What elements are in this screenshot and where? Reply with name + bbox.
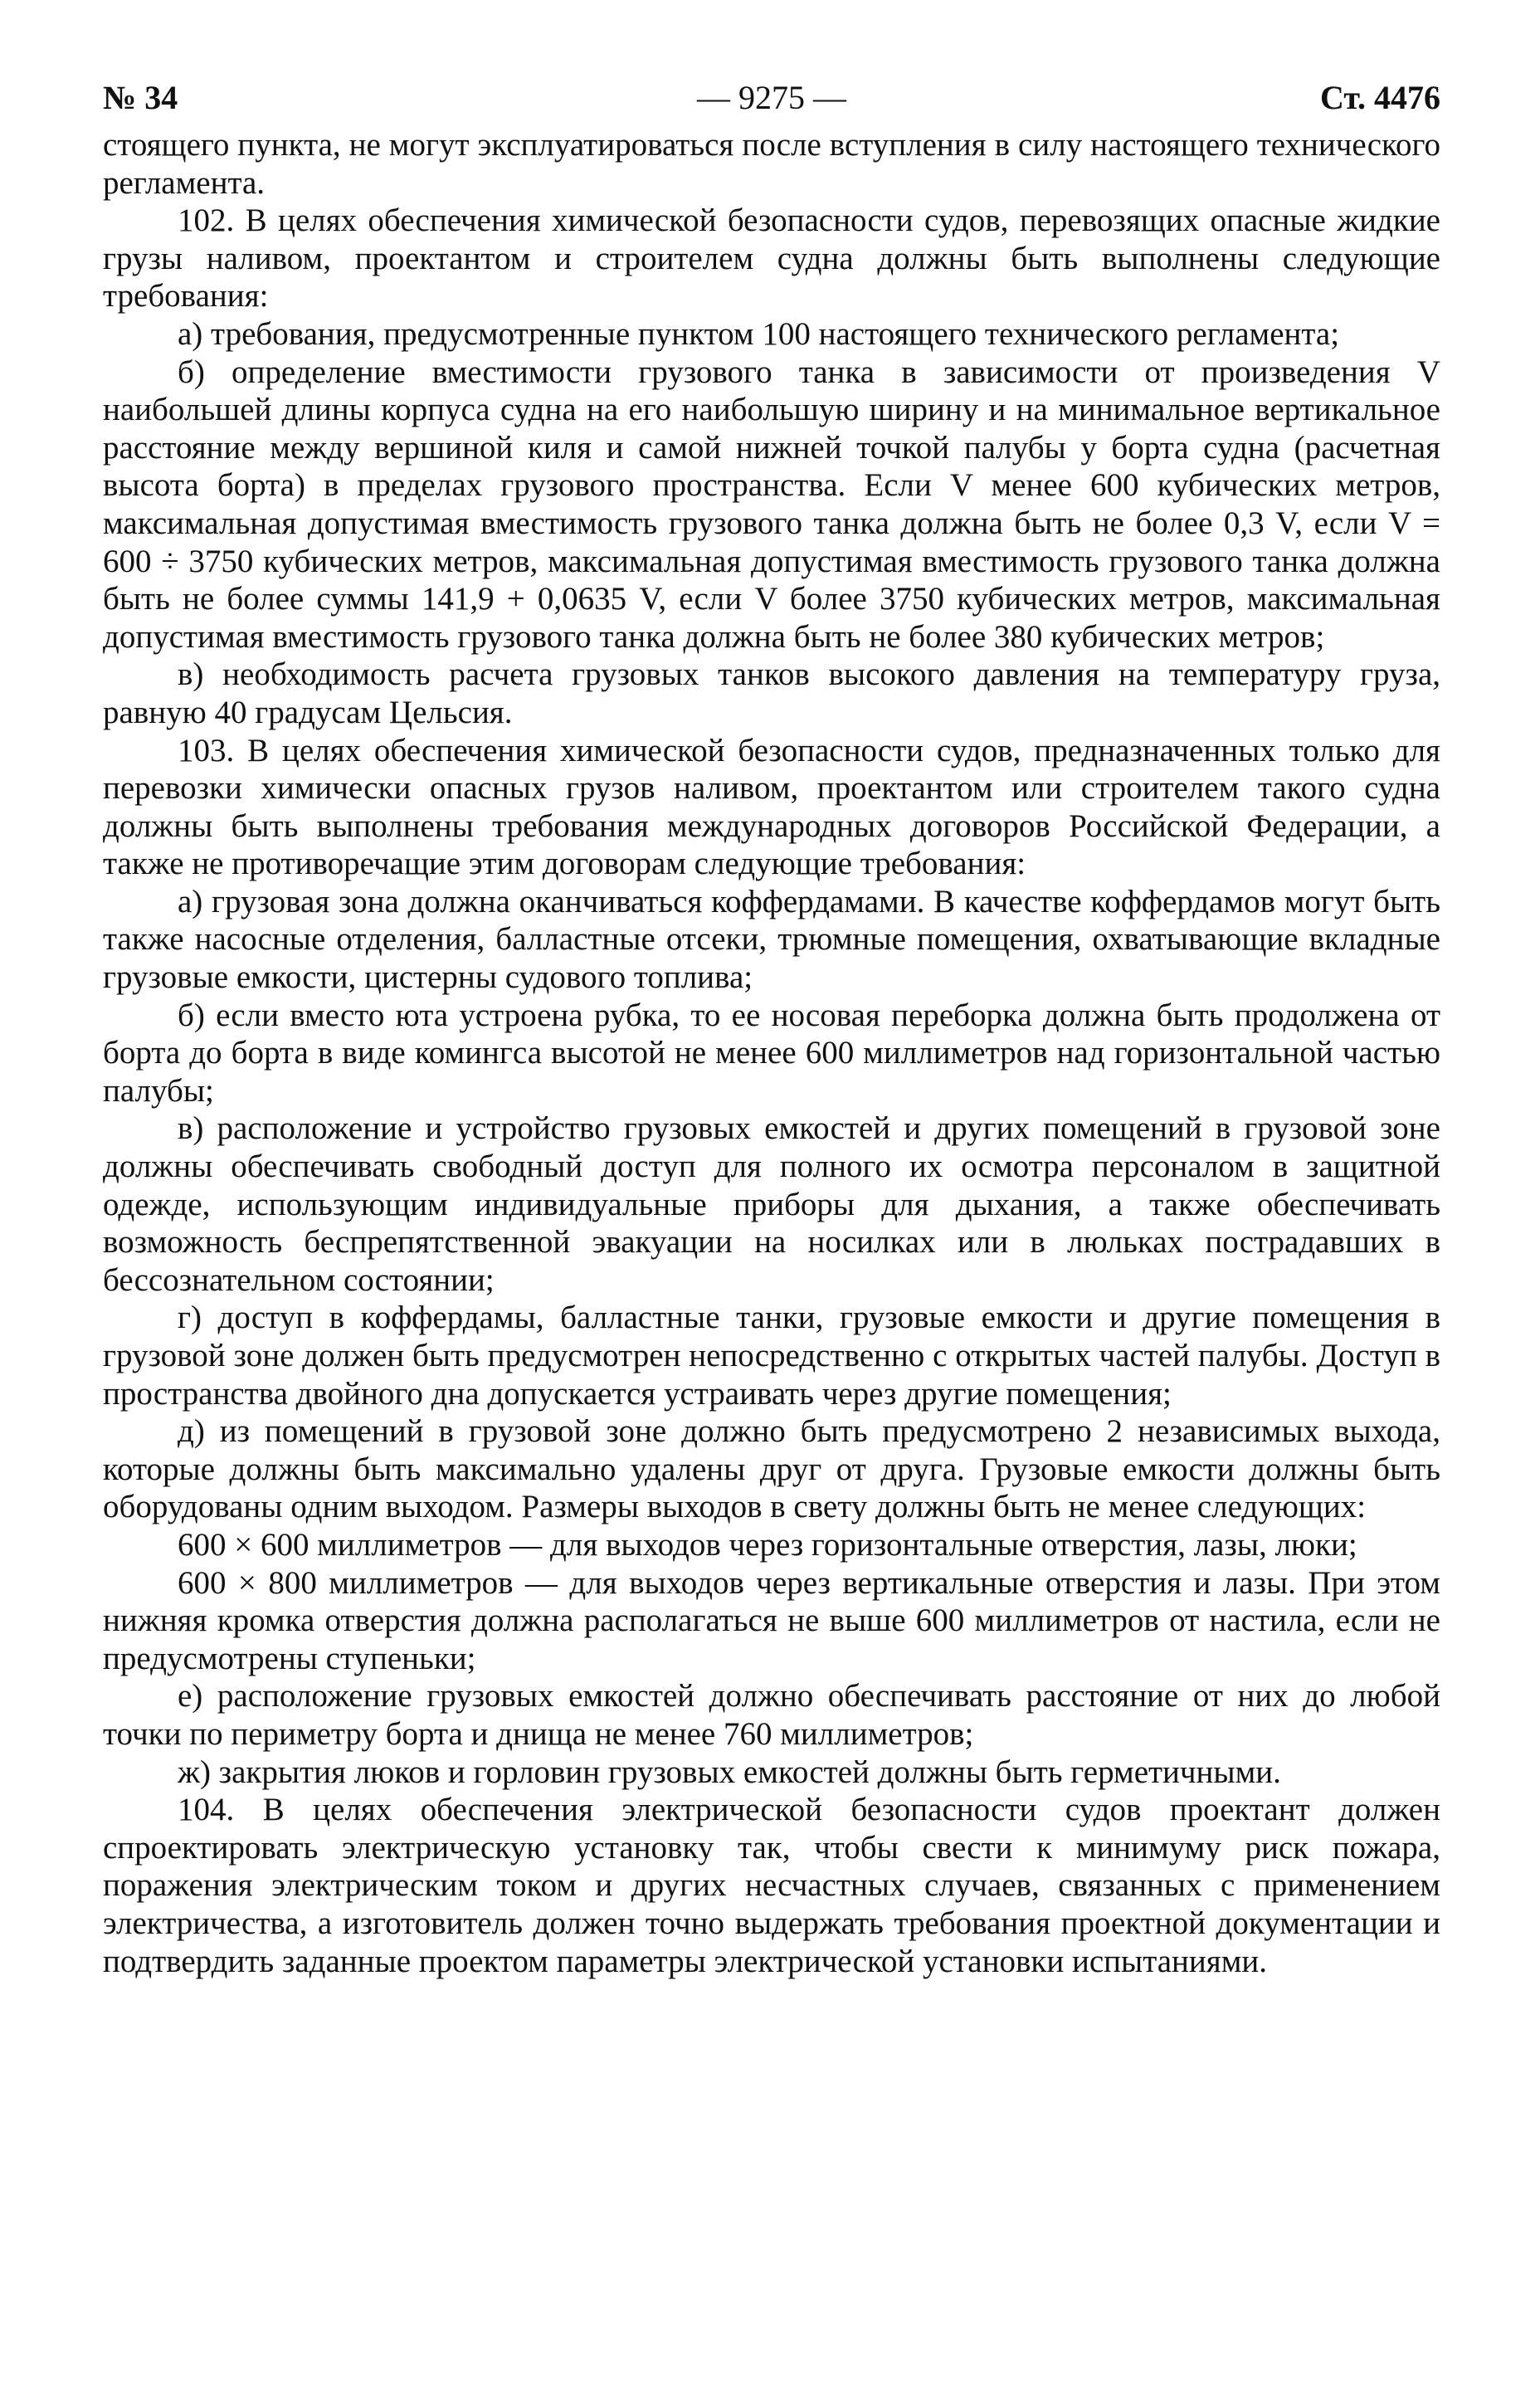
paragraph-102: 102. В целях обеспечения химической безопасности судов, перевозящих опасные жидкие грузы наливом, проектантом и строителем судна должны быть выполнены следующие требования: <box>103 202 1440 315</box>
document-page <box>103 76 1440 1980</box>
paragraph-103-g: г) доступ в коффердамы, балластные танки, грузовые емкости и другие помещения в грузовой зоне должен быть предусмотрен непосредственно с открытых частей палубы. Доступ в пространства двойного дна допускается устраивать через другие помещения; <box>103 1300 1440 1412</box>
paragraph-103-b: б) если вместо юта устроена рубка, то ее носовая переборка должна быть продолжена от борта до борта в виде комингса высотой не менее 600 миллиметров над горизонтальной частью палубы; <box>103 997 1440 1109</box>
paragraph-103-d-size-1: 600 × 600 миллиметров — для выходов через горизонтальные отверстия, лазы, люки; <box>178 1526 1357 1563</box>
page-header <box>103 76 1440 120</box>
paragraph-continuation: стоящего пункта, не могут эксплуатироваться после вступления в силу настоящего технического регламента. <box>103 127 1440 201</box>
article-number: Ст. 4476 <box>1320 79 1440 116</box>
paragraph-102-v: в) необходимость расчета грузовых танков высокого давления на температуру груза, равную 40 градусам Цельсия. <box>103 656 1440 730</box>
paragraph-102-a: а) требования, предусмотренные пунктом 100 настоящего технического регламента; <box>178 315 1340 352</box>
paragraph-103-zh: ж) закрытия люков и горловин грузовых емкостей должны быть герметичными. <box>178 1754 1281 1790</box>
paragraph-103-v: в) расположение и устройство грузовых емкостей и других помещений в грузовой зоне должны обеспечивать свободный доступ для полного их осмотра персоналом в защитной одежде, использующим индивидуальные приборы для дыхания, а также обеспечивать возможность беспрепятственной эвакуации на носилках или в люльках пострадавших в бессознательном состоянии; <box>103 1110 1440 1298</box>
paragraph-103: 103. В целях обеспечения химической безопасности судов, предназначенных только для перевозки химически опасных грузов наливом, проектантом или строителем такого судна должны быть выполнены требования международных договоров Российской Федерации, а также не противоречащие этим договорам следующие требования: <box>103 732 1440 882</box>
paragraph-103-e: е) расположение грузовых емкостей должно обеспечивать расстояние от них до любой точки по периметру борта и днища не менее 760 миллиметров; <box>103 1678 1440 1752</box>
issue-number: № 34 <box>103 79 178 116</box>
document-body <box>103 126 1440 1980</box>
paragraph-103-a: а) грузовая зона должна оканчиваться коффердамами. В качестве коффердамов могут быть также насосные отделения, балластные отсеки, трюмные помещения, охватывающие вкладные грузовые емкости, цистерны судового топлива; <box>103 883 1440 996</box>
paragraph-102-b: б) определение вместимости грузового танка в зависимости от произведения V наибольшей длины корпуса судна на его наибольшую ширину и на минимальное вертикальное расстояние между вершиной киля и самой нижней точкой палубы у борта судна (расчетная высота борта) в пределах грузового пространства. Если V менее 600 кубических метров, максимальная допустимая вместимость грузового танка должна быть не более 0,3 V, если V = 600 ÷ 3750 кубических метров, максимальная допустимая вместимость грузового танка должна быть не более суммы 141,9 + 0,0635 V, если V более 3750 кубических метров, максимальная допустимая вместимость грузового танка должна быть не более 380 кубических метров; <box>103 354 1440 655</box>
page-number: — 9275 — <box>697 79 846 116</box>
paragraph-103-d: д) из помещений в грузовой зоне должно быть предусмотрено 2 независимых выхода, которые должны быть максимально удалены друг от друга. Грузовые емкости должны быть оборудованы одним выходом. Размеры выходов в свету должны быть не менее следующих: <box>103 1413 1440 1525</box>
paragraph-103-d-size-2: 600 × 800 миллиметров — для выходов через вертикальные отверстия и лазы. При этом нижняя кромка отверстия должна располагаться не выше 600 миллиметров от настила, если не предусмотрены ступеньки; <box>103 1564 1440 1676</box>
paragraph-104: 104. В целях обеспечения электрической безопасности судов проектант должен спроектировать электрическую установку так, чтобы свести к минимуму риск пожара, поражения электрическим током и других несчастных случаев, связанных с применением электричества, а изготовитель должен точно выдержать требования проектной документации и подтвердить заданные проектом параметры электрической установки испытаниями. <box>103 1792 1440 1979</box>
